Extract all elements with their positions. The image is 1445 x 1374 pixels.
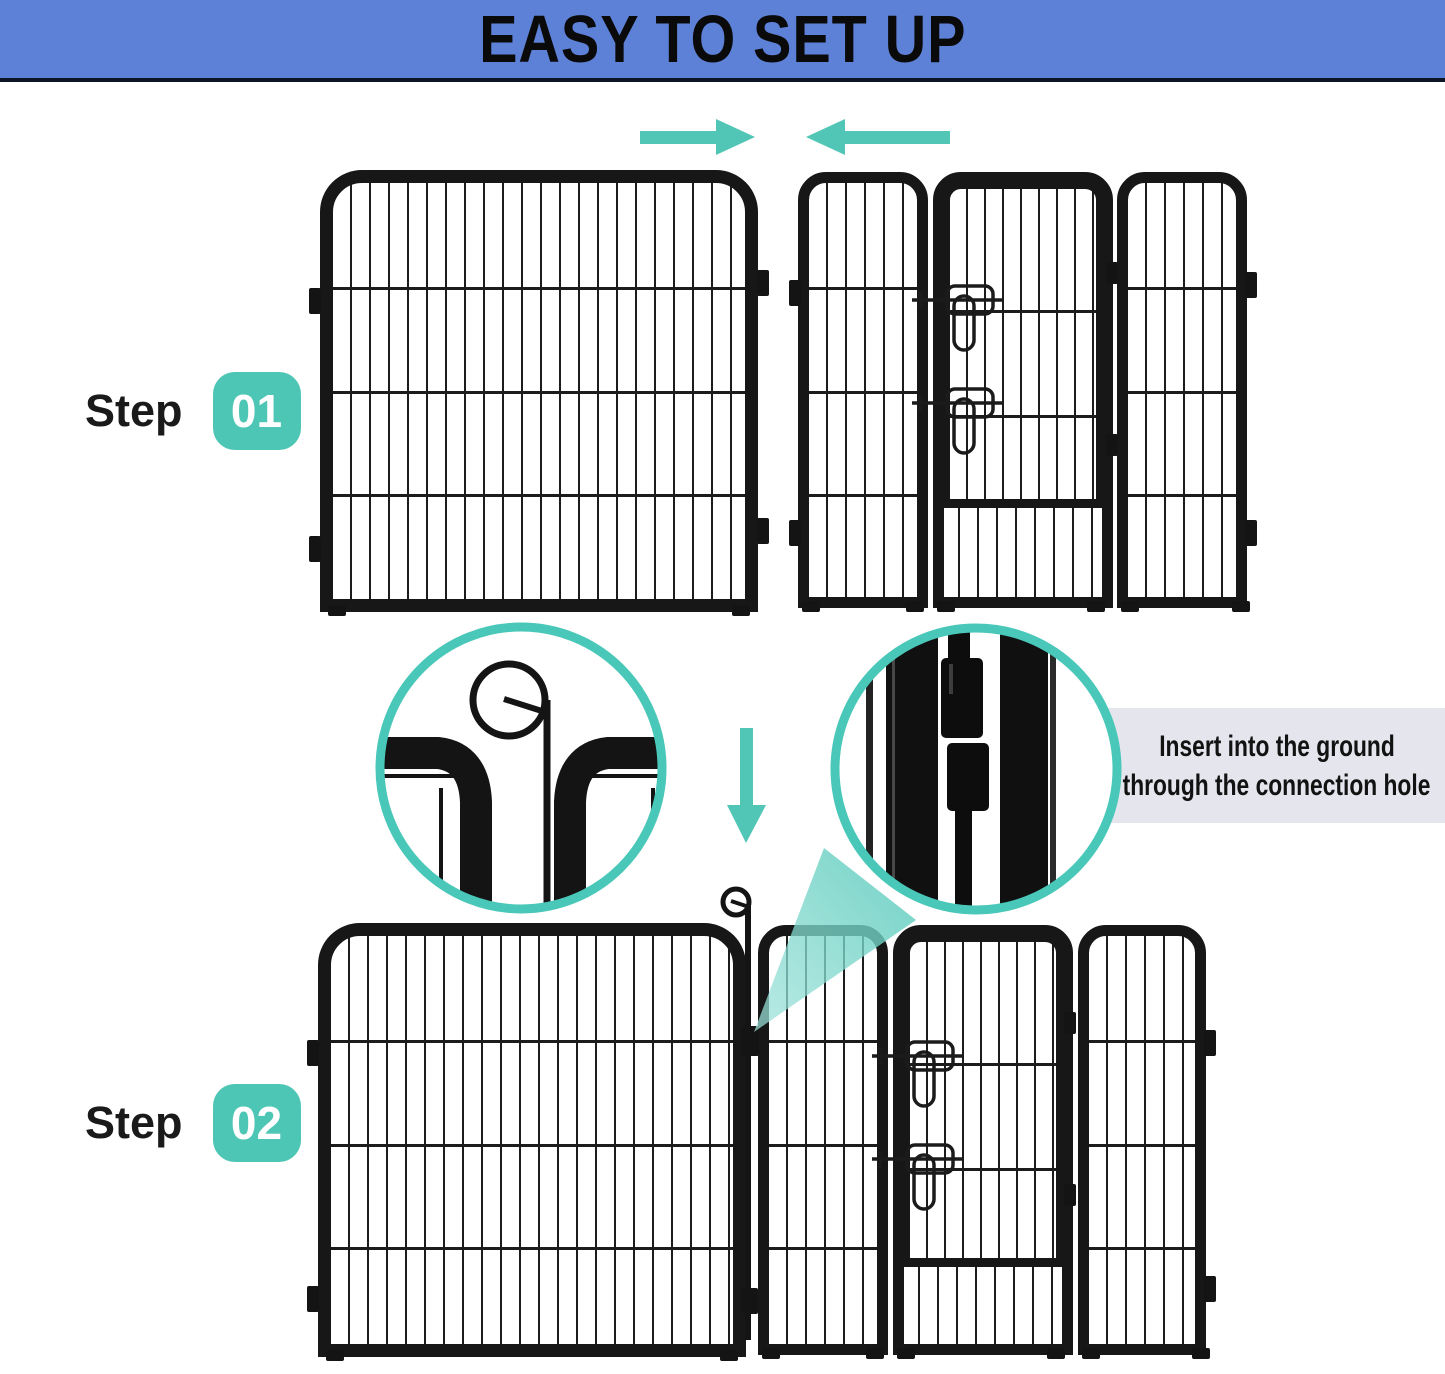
zoom-circle-hinge [835,612,1117,928]
panel-foot [1121,601,1139,612]
panel-foot [328,605,346,616]
connection-hinge-icon [941,612,989,928]
step-1-label: Step [85,385,183,436]
connector-tab [789,520,801,546]
fence-panel-door-step1 [933,172,1113,608]
connector-tab [1245,520,1257,546]
zoom-circle-stake-ring [380,627,662,909]
panel-foot [1047,1348,1065,1359]
connector-tab [757,518,769,544]
panel-foot [720,1350,738,1361]
fence-panel-door-step2 [893,925,1073,1355]
fence-door-step1 [941,180,1105,508]
panel-foot [1087,601,1105,612]
callout-text-line2: through the connection hole [1122,768,1431,802]
fence-panel-narrow-left-step2 [758,925,888,1355]
fence-panel-narrow-right-step2 [1078,925,1206,1355]
door-hinge-tab [1064,1012,1076,1034]
arrow-right-icon [640,119,755,155]
panel-foot [1192,1348,1210,1359]
step-2-row [85,1084,301,1162]
fence-door-step2 [901,933,1065,1267]
connector-tab [307,1286,319,1312]
callout-text-line1: Insert into the ground [1158,729,1395,763]
connector-tab [307,1040,319,1066]
connector-tab [757,270,769,296]
fence-panel-narrow-right-step1 [1117,172,1247,608]
arrow-down-icon [727,728,766,843]
step-1-row [85,372,301,450]
door-bottom-section-step2 [901,1267,1065,1344]
connector-tab [1245,272,1257,298]
connector-tab [1204,1276,1216,1302]
zoom-circle-hinge-bg [839,632,1113,906]
connection-hole-tab [742,1288,758,1314]
step-2-badge: 02 [213,1084,301,1162]
panel-foot [326,1350,344,1361]
panel-corner-right [570,753,672,915]
connection-hole-tab [741,1026,759,1056]
panel-foot [906,601,924,612]
door-hinge-tab [1106,434,1118,456]
step-1-badge: 01 [213,372,301,450]
zoom-circle-stake-bg [384,631,658,905]
zoom-circle-stake [370,627,672,915]
panel-foot [897,1348,915,1359]
panel-foot [1082,1348,1100,1359]
panel-foot [937,601,955,612]
ground-stake-icon [473,664,547,915]
panel-corner-left [370,753,476,915]
door-hinge-tab [1106,262,1118,284]
connector-tab [1204,1030,1216,1056]
callout-box [1108,708,1445,823]
panel-foot [762,1348,780,1359]
connector-tab [309,536,321,562]
connector-tab [309,288,321,314]
connector-tab [789,280,801,306]
fence-panel-large-step1 [320,170,758,612]
panel-foot [732,605,750,616]
arrow-left-icon [806,119,950,155]
zoom-circle-hinge-ring [835,628,1117,910]
step-2-label: Step [85,1097,183,1148]
banner [0,0,1445,82]
fence-panel-narrow-left-step1 [798,172,928,608]
panel-foot [1232,601,1250,612]
panel-foot [866,1348,884,1359]
door-bottom-section-step1 [941,508,1105,597]
fence-panel-large-step2 [318,923,746,1357]
panel-foot [802,601,820,612]
page-title: EASY TO SET UP [478,1,967,77]
door-hinge-tab [1064,1184,1076,1206]
